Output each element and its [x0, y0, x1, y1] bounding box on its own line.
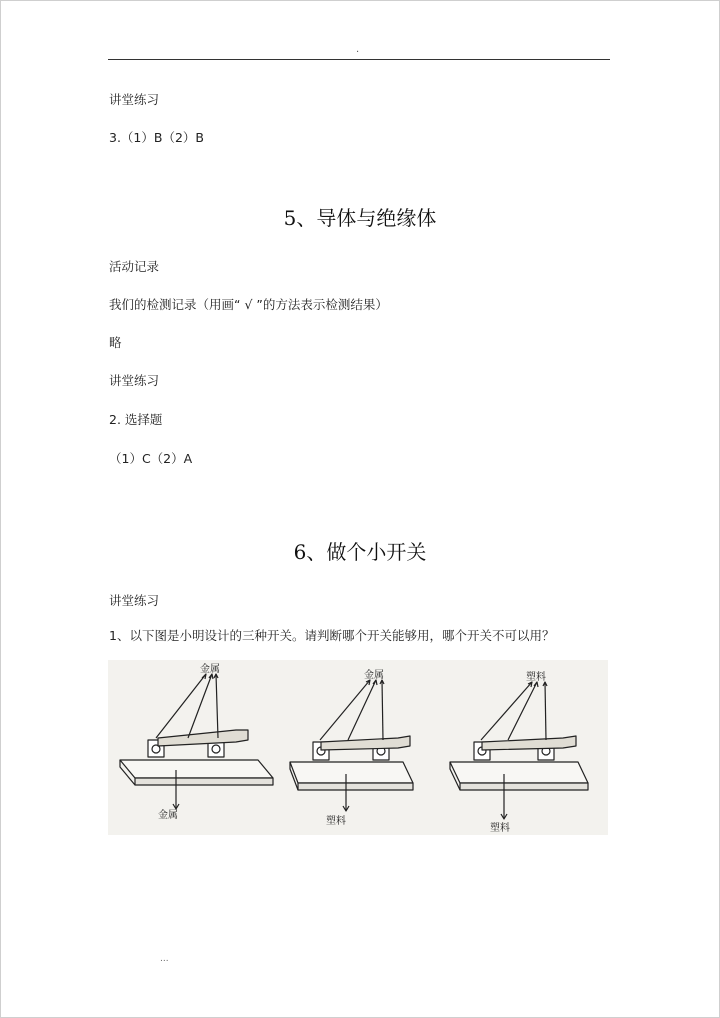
record-title: 我们的检测记录（用画“ √ ”的方法表示检测结果）: [109, 297, 388, 312]
section-6-heading: 6、做个小开关: [293, 540, 427, 564]
switch-3-top-label: 塑料: [526, 672, 546, 683]
section-5-heading: 5、导体与绝缘体: [283, 206, 437, 230]
switch-illustration: [108, 660, 608, 835]
switch-2-bottom-label: 塑料: [326, 816, 346, 827]
question-2-answer: （1）C（2）A: [109, 451, 193, 466]
exercise-label-1: 讲堂练习: [109, 92, 160, 107]
switch-1-bottom-label: 金属: [158, 810, 178, 821]
exercise-label-3: 讲堂练习: [109, 593, 160, 608]
switch-1-top-label: 金属: [200, 664, 220, 675]
header-dot: .: [356, 44, 360, 55]
switch-2-top-label: 金属: [364, 670, 384, 681]
question-2-title: 2. 选择题: [109, 412, 163, 427]
switch-figure: [108, 660, 608, 835]
header-rule: [108, 59, 610, 60]
question-1: 1、以下图是小明设计的三种开关。请判断哪个开关能够用，哪个开关不可以用？: [109, 628, 555, 643]
answer-3: 3.（1）B（2）B: [109, 130, 204, 145]
switch-2: [290, 680, 413, 811]
switch-3-bottom-label: 塑料: [490, 823, 510, 834]
switch-3: [450, 682, 588, 819]
record-body: 略: [109, 335, 122, 350]
activity-record-label: 活动记录: [109, 259, 160, 274]
exercise-label-2: 讲堂练习: [109, 373, 160, 388]
switch-1: [120, 674, 273, 809]
footer-dots: ...: [160, 954, 169, 964]
